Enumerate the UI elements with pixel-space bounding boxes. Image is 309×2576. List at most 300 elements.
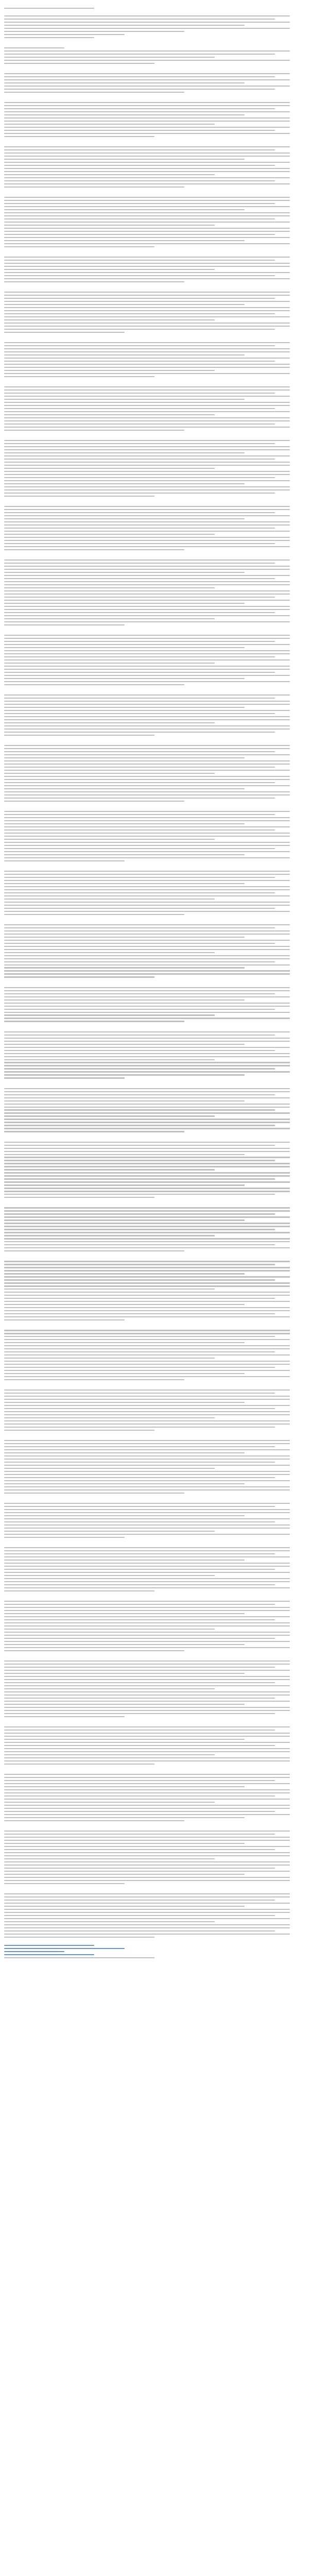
text-line	[4, 641, 275, 642]
text-line	[4, 1493, 184, 1494]
text-line	[4, 25, 245, 26]
text-line	[4, 1420, 290, 1421]
text-line	[4, 848, 275, 849]
text-line	[4, 1194, 275, 1195]
text-line	[4, 1575, 215, 1576]
text-line	[4, 1074, 245, 1075]
text-line	[4, 1601, 290, 1602]
text-line	[4, 1373, 245, 1374]
text-line	[4, 177, 290, 178]
document-section	[4, 192, 305, 247]
text-line	[4, 1038, 290, 1039]
section-heading	[4, 69, 305, 72]
text-line	[4, 1799, 290, 1800]
text-line	[4, 1569, 275, 1570]
text-line	[4, 452, 245, 453]
text-line	[4, 1736, 290, 1737]
text-line	[4, 1590, 154, 1591]
text-line	[4, 1330, 290, 1331]
text-line	[4, 57, 215, 58]
text-line	[4, 218, 275, 219]
section-heading	[4, 1202, 305, 1206]
text-line	[4, 823, 245, 824]
text-line	[4, 260, 275, 261]
text-line	[4, 647, 245, 648]
text-line	[4, 1006, 290, 1007]
text-line	[4, 1172, 290, 1173]
text-line	[4, 1874, 245, 1875]
text-line	[4, 225, 215, 226]
text-line	[4, 8, 94, 9]
text-line	[4, 572, 245, 573]
text-line	[4, 1181, 290, 1182]
text-line	[4, 1512, 290, 1513]
text-line	[4, 560, 290, 561]
text-line	[4, 949, 290, 950]
text-line	[4, 396, 290, 397]
text-line	[4, 678, 245, 679]
text-line	[4, 1131, 184, 1132]
text-line	[4, 197, 290, 198]
text-line	[4, 1071, 290, 1072]
text-line	[4, 606, 290, 607]
text-line	[4, 889, 290, 890]
text-line	[4, 653, 290, 654]
text-line	[4, 405, 290, 406]
text-line	[4, 1405, 290, 1406]
text-line	[4, 1068, 275, 1069]
text-line	[4, 814, 275, 815]
text-line	[4, 1808, 290, 1809]
footer-link[interactable]	[4, 1948, 125, 1949]
text-line	[4, 257, 290, 258]
text-line	[4, 1163, 290, 1164]
section-heading	[4, 1325, 305, 1328]
text-line	[4, 1789, 290, 1790]
text-line	[4, 171, 290, 172]
text-line	[4, 1216, 290, 1217]
text-line	[4, 364, 290, 365]
text-line	[4, 1091, 290, 1092]
text-line	[4, 764, 290, 765]
text-line	[4, 801, 184, 802]
text-line	[4, 1452, 245, 1453]
text-line	[4, 28, 290, 29]
text-line	[4, 1465, 290, 1466]
text-line	[4, 1125, 275, 1126]
text-line	[4, 1710, 290, 1711]
text-line	[4, 234, 275, 235]
text-line	[4, 1298, 275, 1299]
text-line	[4, 719, 290, 720]
document-section	[4, 252, 305, 282]
text-line	[4, 19, 275, 20]
footer-links	[4, 1945, 305, 1958]
footer-link[interactable]	[4, 1954, 94, 1955]
text-line	[4, 263, 290, 264]
text-line	[4, 1446, 275, 1447]
text-line	[4, 1820, 184, 1821]
text-line	[4, 1109, 275, 1110]
text-line	[4, 587, 215, 588]
text-line	[4, 509, 290, 510]
text-line	[4, 200, 290, 201]
text-line	[4, 1223, 290, 1224]
text-line	[4, 1865, 290, 1866]
section-heading	[4, 1889, 305, 1892]
text-line	[4, 515, 290, 516]
text-line	[4, 1786, 245, 1787]
text-line	[4, 1122, 290, 1123]
text-line	[4, 240, 245, 241]
text-line	[4, 1760, 290, 1761]
text-line	[4, 1050, 275, 1051]
text-line	[4, 63, 154, 64]
section-heading	[4, 192, 305, 195]
text-line	[4, 1909, 290, 1910]
text-line	[4, 1009, 275, 1010]
text-line	[4, 1531, 215, 1532]
text-line	[4, 1584, 275, 1585]
text-line	[4, 183, 290, 184]
text-line	[4, 1880, 290, 1881]
text-line	[4, 146, 290, 147]
text-line	[4, 973, 290, 974]
text-line	[4, 399, 245, 400]
document-section	[4, 142, 305, 188]
text-line	[4, 578, 275, 579]
text-line	[4, 1855, 290, 1856]
section-heading	[4, 97, 305, 100]
text-line	[4, 839, 215, 840]
text-line	[4, 1518, 290, 1519]
section-heading	[4, 337, 305, 341]
section-heading	[4, 740, 305, 743]
text-line	[4, 716, 290, 717]
text-line	[4, 440, 290, 441]
text-line	[4, 1440, 290, 1441]
text-line	[4, 1247, 290, 1248]
text-line	[4, 1503, 290, 1504]
text-line	[4, 281, 184, 282]
text-line	[4, 376, 154, 377]
text-line	[4, 1232, 290, 1233]
text-line	[4, 187, 184, 188]
footer-link[interactable]	[4, 1945, 94, 1946]
text-line	[4, 1184, 245, 1185]
text-line	[4, 710, 290, 711]
document-section	[4, 630, 305, 685]
text-line	[4, 1930, 275, 1931]
text-line	[4, 1367, 275, 1368]
text-line	[4, 1676, 290, 1677]
text-line	[4, 1716, 125, 1717]
document-section	[4, 982, 305, 1022]
text-line	[4, 1389, 290, 1391]
text-line	[4, 15, 290, 16]
text-line	[4, 1754, 215, 1755]
text-line	[4, 1219, 245, 1221]
text-line	[4, 1411, 290, 1412]
document-section	[4, 1543, 305, 1591]
text-line	[4, 987, 290, 988]
text-line	[4, 1169, 215, 1170]
text-line	[4, 584, 290, 585]
text-line	[4, 1053, 290, 1054]
text-line	[4, 358, 290, 359]
section-heading	[4, 1769, 305, 1772]
section-heading	[4, 806, 305, 809]
section-heading	[4, 866, 305, 869]
text-line	[4, 1014, 215, 1015]
text-line	[4, 414, 215, 415]
text-line	[4, 1817, 245, 1818]
text-line	[4, 993, 275, 994]
text-line	[4, 1610, 290, 1611]
text-line	[4, 1563, 290, 1564]
text-line	[4, 54, 275, 55]
text-line	[4, 266, 290, 267]
text-line	[4, 1059, 215, 1060]
text-line	[4, 1619, 275, 1620]
text-line	[4, 990, 290, 991]
text-line	[4, 228, 290, 229]
text-line	[4, 1229, 275, 1230]
text-line	[4, 976, 154, 977]
text-line	[4, 996, 290, 997]
text-line	[4, 961, 275, 962]
text-line	[4, 1691, 290, 1692]
text-line	[4, 1792, 290, 1793]
document-section	[4, 1385, 305, 1431]
text-line	[4, 1644, 245, 1645]
text-line	[4, 1003, 290, 1004]
text-line	[4, 427, 290, 428]
text-line	[4, 1849, 275, 1850]
text-line	[4, 73, 290, 74]
document-section	[4, 555, 305, 625]
section-heading	[4, 1596, 305, 1599]
text-line	[4, 367, 290, 368]
text-line	[4, 1115, 215, 1116]
text-line	[4, 1632, 290, 1633]
text-line	[4, 209, 245, 210]
text-line	[4, 316, 290, 317]
text-line	[4, 663, 215, 664]
text-line	[4, 1128, 290, 1129]
footer-link[interactable]	[4, 1951, 64, 1952]
text-line	[4, 829, 275, 831]
text-line	[4, 1742, 290, 1743]
text-line	[4, 1012, 290, 1013]
text-line	[4, 1289, 215, 1290]
text-line	[4, 779, 290, 780]
text-line	[4, 1345, 290, 1346]
text-line	[4, 477, 275, 478]
text-line	[4, 1745, 275, 1746]
document-section	[4, 920, 305, 978]
text-line	[4, 82, 245, 83]
text-line	[4, 877, 275, 878]
text-line	[4, 1560, 245, 1561]
text-line	[4, 1160, 275, 1161]
text-line	[4, 402, 290, 403]
text-line	[4, 725, 290, 726]
section-heading	[4, 1083, 305, 1087]
section-heading	[4, 1385, 305, 1388]
text-line	[4, 156, 290, 157]
text-line	[4, 854, 245, 855]
section-heading	[4, 142, 305, 145]
text-line	[4, 1342, 245, 1343]
text-line	[4, 1393, 275, 1394]
text-line	[4, 964, 290, 965]
text-line	[4, 174, 215, 175]
text-line	[4, 1094, 275, 1095]
document-section	[4, 1027, 305, 1079]
text-line	[4, 298, 275, 299]
text-line	[4, 770, 290, 771]
text-line	[4, 22, 290, 23]
text-line	[4, 518, 245, 519]
text-line	[4, 820, 290, 821]
text-line	[4, 757, 245, 758]
text-line	[4, 1148, 290, 1149]
text-line	[4, 1351, 275, 1352]
document-section	[4, 740, 305, 802]
text-line	[4, 899, 215, 900]
text-line	[4, 319, 215, 320]
text-line	[4, 563, 275, 564]
text-line	[4, 180, 275, 181]
text-line	[4, 480, 290, 481]
document-section	[4, 435, 305, 497]
text-line	[4, 1937, 154, 1938]
text-line	[4, 1604, 275, 1605]
text-line	[4, 940, 290, 941]
text-line	[4, 1660, 290, 1662]
text-line	[4, 1301, 290, 1302]
text-line	[4, 86, 290, 87]
text-line	[4, 1780, 275, 1781]
text-line	[4, 543, 275, 544]
text-line	[4, 540, 290, 541]
document-section	[4, 1083, 305, 1132]
text-line	[4, 1509, 290, 1510]
text-line	[4, 1918, 290, 1919]
text-line	[4, 130, 275, 131]
text-line	[4, 272, 290, 273]
text-line	[4, 1679, 290, 1680]
text-line	[4, 465, 290, 466]
document-section	[4, 806, 305, 861]
section-heading	[4, 252, 305, 255]
text-line	[4, 474, 290, 475]
text-line	[4, 243, 290, 244]
document-section	[4, 1498, 305, 1538]
text-line	[4, 1578, 290, 1579]
text-line	[4, 1348, 290, 1349]
text-line	[4, 845, 290, 846]
document-section	[4, 1435, 305, 1494]
text-line	[4, 393, 275, 394]
text-line	[4, 745, 290, 746]
document-section	[4, 501, 305, 550]
text-line	[4, 212, 290, 213]
text-line	[4, 1226, 290, 1227]
text-line	[4, 534, 215, 535]
text-line	[4, 659, 290, 660]
text-line	[4, 842, 290, 843]
text-line	[4, 326, 290, 327]
text-line	[4, 549, 184, 550]
text-line	[4, 47, 64, 48]
text-line	[4, 1188, 290, 1189]
text-line	[4, 468, 215, 469]
text-line	[4, 776, 290, 777]
text-line	[4, 295, 290, 296]
text-line	[4, 449, 290, 450]
text-line	[4, 1840, 290, 1841]
document-section	[4, 1722, 305, 1765]
text-line	[4, 833, 290, 834]
text-line	[4, 1339, 290, 1340]
text-line	[4, 569, 290, 570]
text-line	[4, 826, 290, 827]
text-line	[4, 1056, 290, 1057]
document-section	[4, 1256, 305, 1320]
document-section	[4, 382, 305, 431]
text-line	[4, 1178, 275, 1179]
text-line	[4, 1477, 275, 1478]
document-section	[4, 1137, 305, 1198]
text-line	[4, 121, 290, 122]
text-line	[4, 707, 245, 708]
text-line	[4, 1241, 290, 1242]
text-line	[4, 1244, 275, 1245]
text-line	[4, 618, 215, 619]
text-line	[4, 313, 275, 314]
text-line	[4, 1423, 290, 1425]
text-line	[4, 1307, 290, 1308]
text-line	[4, 206, 290, 207]
text-line	[4, 1486, 290, 1487]
text-line	[4, 124, 215, 125]
text-line	[4, 970, 290, 971]
text-line	[4, 785, 290, 786]
section-heading	[4, 1435, 305, 1438]
text-line	[4, 1097, 290, 1098]
text-line	[4, 1430, 154, 1431]
text-line	[4, 546, 290, 547]
text-line	[4, 999, 245, 1001]
text-line	[4, 1319, 125, 1320]
text-line	[4, 600, 290, 601]
text-line	[4, 732, 275, 733]
section-heading	[4, 1826, 305, 1829]
text-line	[4, 656, 275, 657]
text-line	[4, 292, 290, 293]
text-line	[4, 246, 154, 247]
text-line	[4, 459, 275, 460]
text-line	[4, 735, 154, 736]
text-line	[4, 430, 184, 431]
text-line	[4, 1701, 290, 1702]
text-line	[4, 927, 275, 928]
text-line	[4, 1100, 245, 1101]
text-line	[4, 386, 290, 387]
text-line	[4, 638, 290, 639]
